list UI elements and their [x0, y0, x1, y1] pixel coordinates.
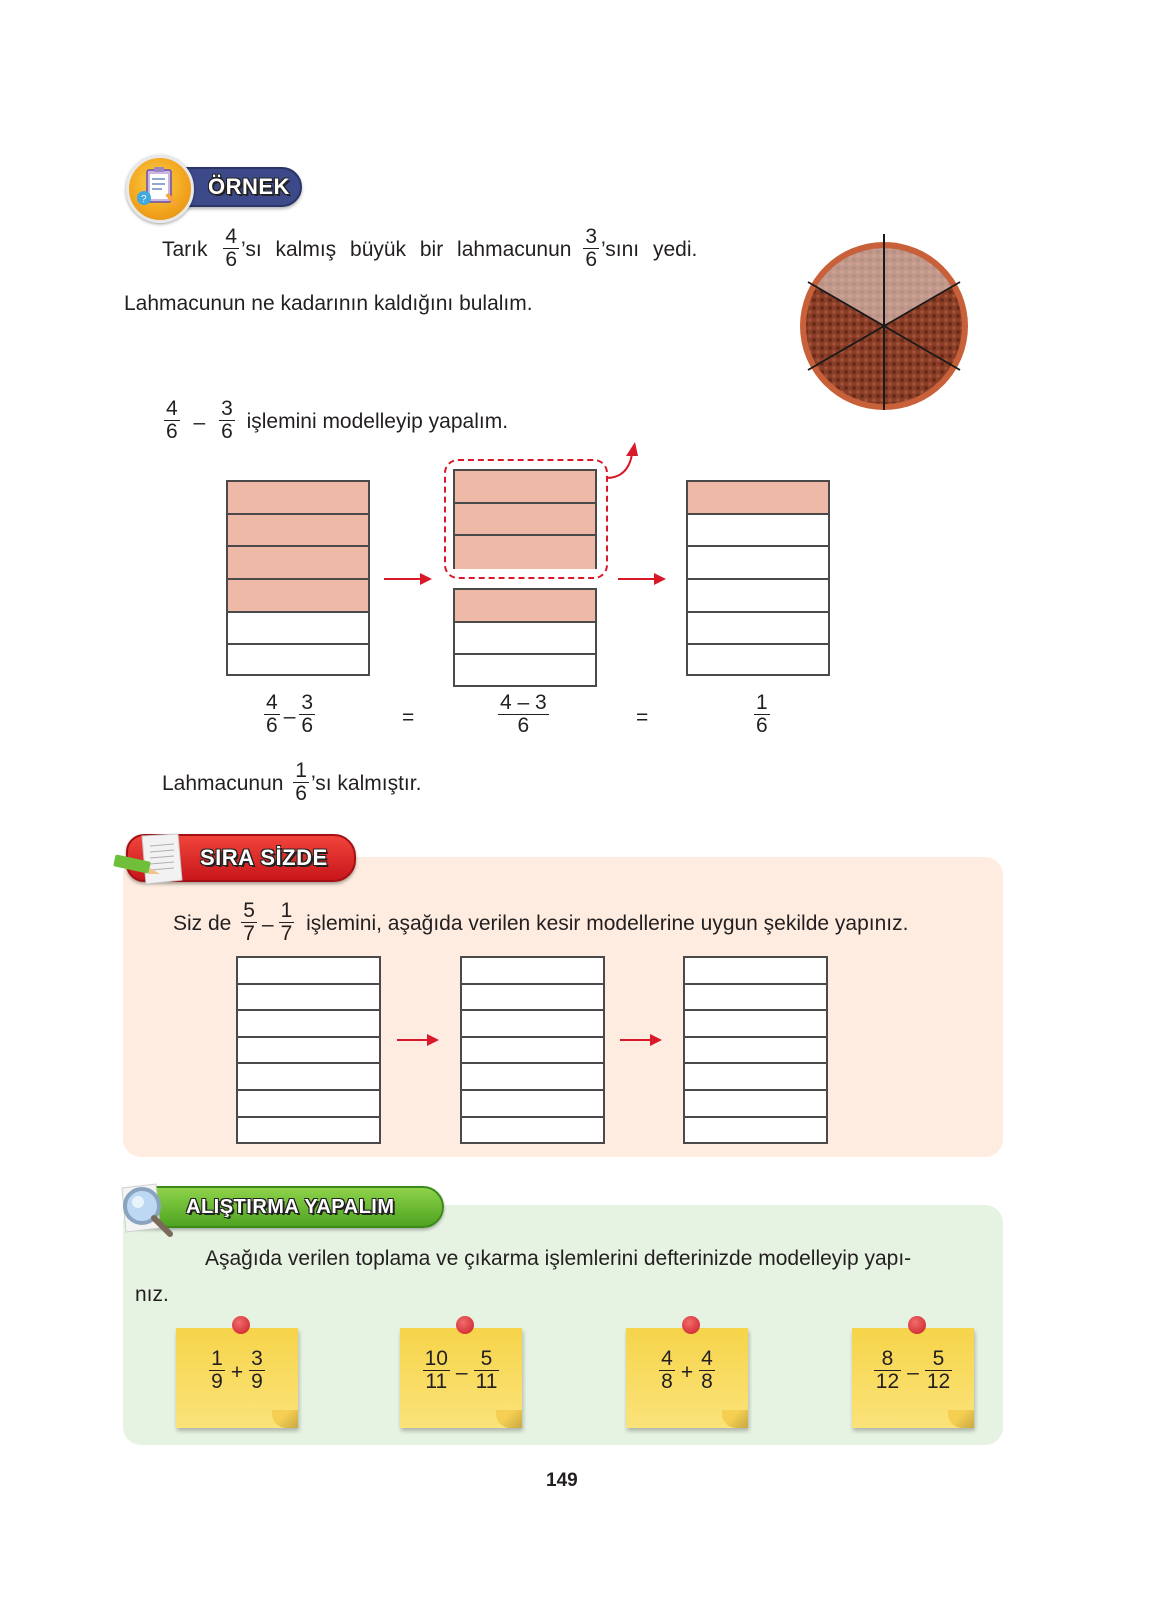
- sira-sizde-badge-pill: SIRA SİZDE: [126, 834, 356, 882]
- sticky-note-3: $\frac{4}{8}$ + $\frac{4}{8}$: [626, 1328, 748, 1428]
- alistirma-badge: [112, 1180, 452, 1240]
- alistirma-badge-pill: ALIŞTIRMA YAPALIM: [126, 1186, 444, 1228]
- empty-fraction-model-1[interactable]: [236, 956, 381, 1144]
- operation-line: $\frac{4}{6}$ – $\frac{3}{6}$ işlemini modelleyip yapalım.: [166, 397, 509, 443]
- sticky-note-2: $\frac{10}{11}$ – $\frac{5}{11}$: [400, 1328, 522, 1428]
- equation-rhs: $\frac{1}{6}$: [756, 691, 768, 737]
- ornek-badge: [126, 155, 316, 221]
- page-number: 149: [546, 1470, 578, 1491]
- magnifier-icon: [116, 1180, 180, 1240]
- ornek-question: Lahmacunun ne kadarının kaldığını bulalım.: [124, 292, 533, 315]
- clipboard-icon: [126, 155, 194, 223]
- sira-sizde-badge: [112, 828, 362, 892]
- pushpin-icon: [456, 1316, 474, 1334]
- ornek-problem: Tarık $\frac{4}{6}$ ’sı kalmış büyük bir lahmacunun $\frac{3}{6}$ ’sını yedi.: [162, 225, 698, 271]
- fraction-3-6: $\frac{3}{6}$: [221, 397, 233, 443]
- fraction-4-6: $\frac{4}{6}$: [166, 397, 178, 443]
- arrow-right-icon: [620, 1039, 660, 1041]
- ornek-badge-label: ÖRNEK: [208, 174, 290, 199]
- arrow-right-icon: [618, 578, 664, 580]
- sira-sizde-instruction: Siz de $\frac{5}{7}$ – $\frac{1}{7}$ işlemini, aşağıda verilen kesir modellerine uygun şekilde yapınız.: [173, 899, 909, 945]
- paper-pencil-icon: [112, 832, 192, 888]
- ornek-conclusion: Lahmacunun $\frac{1}{6}$ ’sı kalmıştır.: [162, 759, 422, 805]
- sticky-note-4: $\frac{8}{12}$ – $\frac{5}{12}$: [852, 1328, 974, 1428]
- empty-fraction-model-3[interactable]: [683, 956, 828, 1144]
- pushpin-icon: [682, 1316, 700, 1334]
- empty-fraction-model-2[interactable]: [460, 956, 605, 1144]
- word-tarik: Tarık: [162, 238, 208, 262]
- equation-lhs: $\frac{4}{6}$ – $\frac{3}{6}$: [266, 691, 314, 737]
- fraction-model-1-6: [686, 480, 830, 676]
- alistirma-instruction-line1: Aşağıda verilen toplama ve çıkarma işlemlerini defterinizde modelleyip yapı-: [205, 1247, 912, 1270]
- alistirma-instruction-line2: nız.: [135, 1283, 169, 1306]
- equation-middle: $\frac{4 - 3}{6}$: [500, 691, 547, 737]
- arrow-right-icon: [384, 578, 430, 580]
- fraction-model-4-6: [226, 480, 370, 676]
- fraction-model-remaining: [453, 588, 597, 687]
- fraction-3-6: $\frac{3}{6}$: [585, 225, 597, 271]
- curved-arrow-icon: [604, 442, 644, 484]
- sticky-note-1: $\frac{1}{9}$ + $\frac{3}{9}$: [176, 1328, 298, 1428]
- pushpin-icon: [232, 1316, 250, 1334]
- fraction-4-6: $\frac{4}{6}$: [225, 225, 238, 271]
- lahmacun-image: [796, 234, 972, 410]
- equals-sign: =: [402, 706, 415, 729]
- svg-text:?: ?: [141, 194, 147, 205]
- arrow-right-icon: [397, 1039, 437, 1041]
- fraction-model-removed: [453, 469, 597, 569]
- pushpin-icon: [908, 1316, 926, 1334]
- equals-sign: =: [636, 706, 649, 729]
